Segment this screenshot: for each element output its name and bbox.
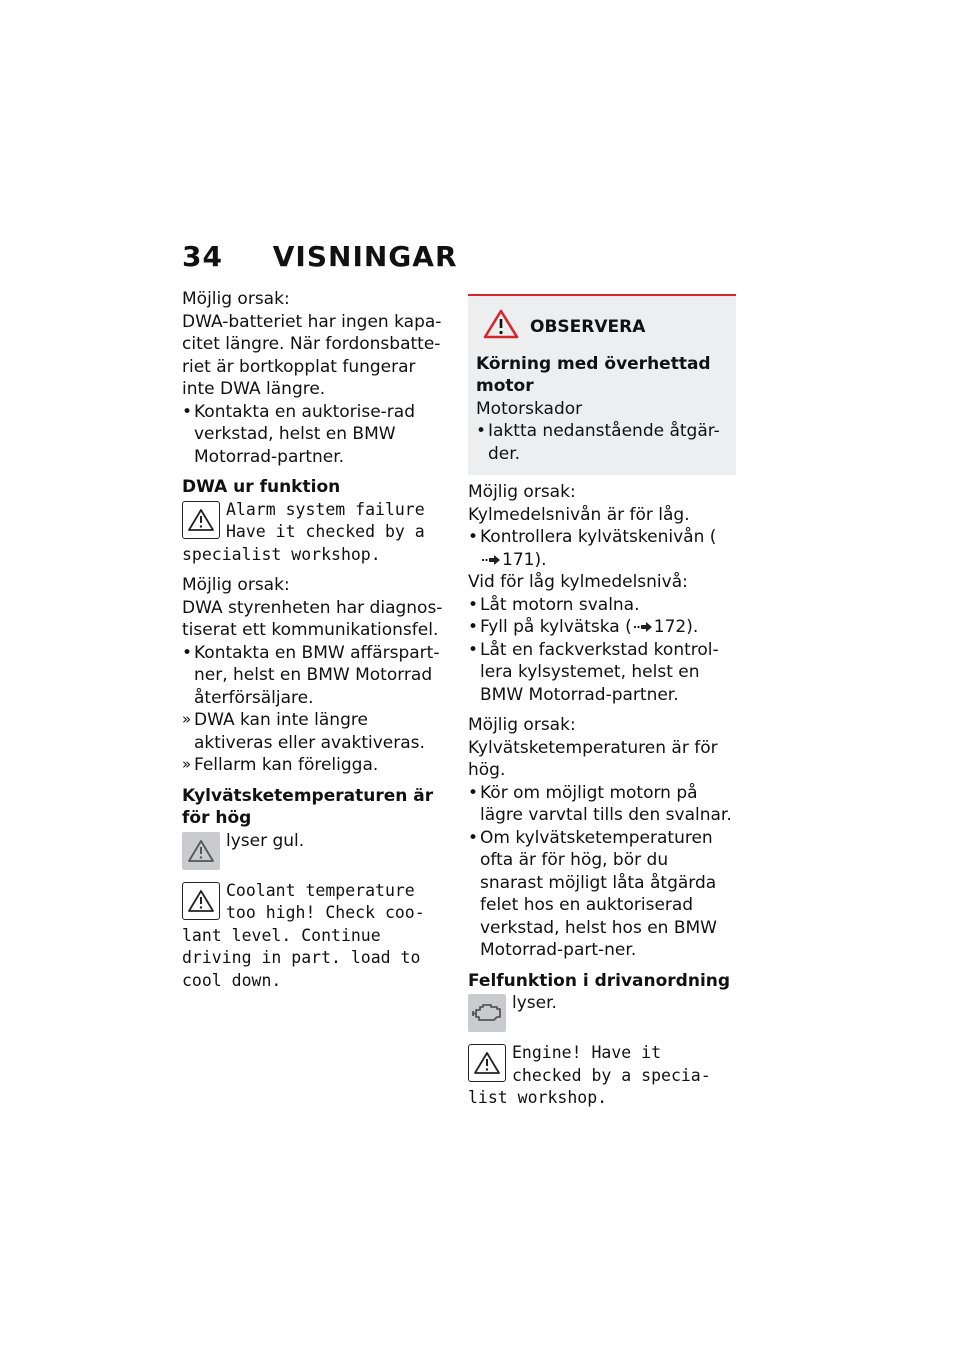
warning-triangle-icon	[182, 501, 220, 539]
message-block	[182, 499, 450, 567]
warning-triangle-icon	[182, 832, 220, 870]
action-bullet: • Låt en fackverkstad kontrol-lera kylsystemet, helst en BMW Motorrad-partner.	[468, 639, 736, 707]
section-heading-dwa: DWA ur funktion	[182, 477, 341, 497]
page-reference-link[interactable]: 172).	[653, 617, 699, 637]
action-bullet	[468, 526, 736, 571]
notice-title-text: OBSERVERA	[530, 317, 646, 337]
page-number: 34	[182, 240, 223, 273]
notice-text: Motorskador	[476, 398, 583, 419]
action-bullet: • Om kylvätsketemperaturen ofta är för hög, bör du snarast möjligt låta åtgärda felet hos en auktoriserad verkstad, helst hos en BMW Motorrad-part-ner.	[468, 827, 736, 962]
notice-subtitle: Körning med överhettad motor	[476, 353, 711, 396]
cause-label: Möjlig orsak:	[182, 575, 290, 595]
page-reference-link[interactable]: 171).	[502, 549, 547, 570]
action-text: Kontrollera kylvätskenivån (	[480, 527, 717, 547]
cause-label: Möjlig orsak:	[182, 289, 290, 309]
cause-text: DWA-batteriet har ingen kapa-citet längre. När fordonsbatte-riet är bortkopplat fungerar inte DWA längre.	[182, 311, 442, 399]
section-heading-drivetrain: Felfunktion i drivanordning	[468, 970, 731, 991]
action-bullet: • Kör om möjligt motorn på lägre varvtal tills den svalnar.	[468, 782, 736, 827]
notice-box	[468, 294, 736, 475]
cause-text: DWA styrenheten har diagnos-tiserat ett kommunikationsfel.	[182, 597, 443, 640]
message-block	[182, 880, 450, 993]
action-bullet: • Kontakta en auktorise-rad verkstad, helst en BMW Motorrad-partner.	[182, 401, 450, 469]
notice-bullet: • Iaktta nedanstående åtgär-der.	[476, 420, 728, 465]
cause-label: Möjlig orsak:	[468, 482, 576, 502]
action-text: Fyll på kylvätska (	[480, 617, 632, 637]
warning-triangle-icon	[468, 1044, 506, 1082]
cause-label: Möjlig orsak:	[468, 715, 576, 735]
display-message: Coolant temperature too high! Check coo-lant level. Continue driving in part. load to cool down.	[182, 880, 425, 990]
display-message: Engine! Have it checked by a specia-list workshop.	[468, 1043, 711, 1107]
page-title: VISNINGAR	[272, 240, 458, 273]
left-column	[182, 288, 450, 992]
indicator-row	[182, 830, 450, 872]
warning-triangle-icon	[182, 882, 220, 920]
indicator-text: lyser.	[512, 993, 557, 1013]
link-arrow-icon	[634, 622, 652, 632]
display-message: Alarm system failure Have it checked by a specialist workshop.	[182, 499, 425, 564]
action-bullet	[468, 616, 736, 639]
warning-triangle-icon	[482, 308, 520, 347]
result-item: » DWA kan inte längre aktiveras eller avaktiveras.	[182, 709, 450, 754]
indicator-row	[468, 992, 736, 1034]
cause-text: Kylmedelsnivån är för låg.	[468, 504, 690, 525]
engine-icon	[468, 994, 506, 1032]
notice-title	[476, 308, 728, 347]
right-column	[468, 294, 736, 1110]
message-block	[468, 1042, 736, 1110]
action-bullet: • Kontakta en BMW affärspart-ner, helst en BMW Motorrad återförsäljare.	[182, 642, 450, 710]
cause-text: Kylvätsketemperaturen är för hög.	[468, 737, 718, 780]
section-heading-coolant: Kylvätsketemperaturen är för hög	[182, 785, 434, 828]
action-bullet: • Låt motorn svalna.	[468, 594, 736, 617]
page-header	[182, 240, 458, 273]
link-arrow-icon	[482, 555, 500, 565]
result-item: » Fellarm kan föreligga.	[182, 754, 450, 777]
sub-label: Vid för låg kylmedelsnivå:	[468, 572, 688, 592]
indicator-text: lyser gul.	[226, 830, 305, 851]
